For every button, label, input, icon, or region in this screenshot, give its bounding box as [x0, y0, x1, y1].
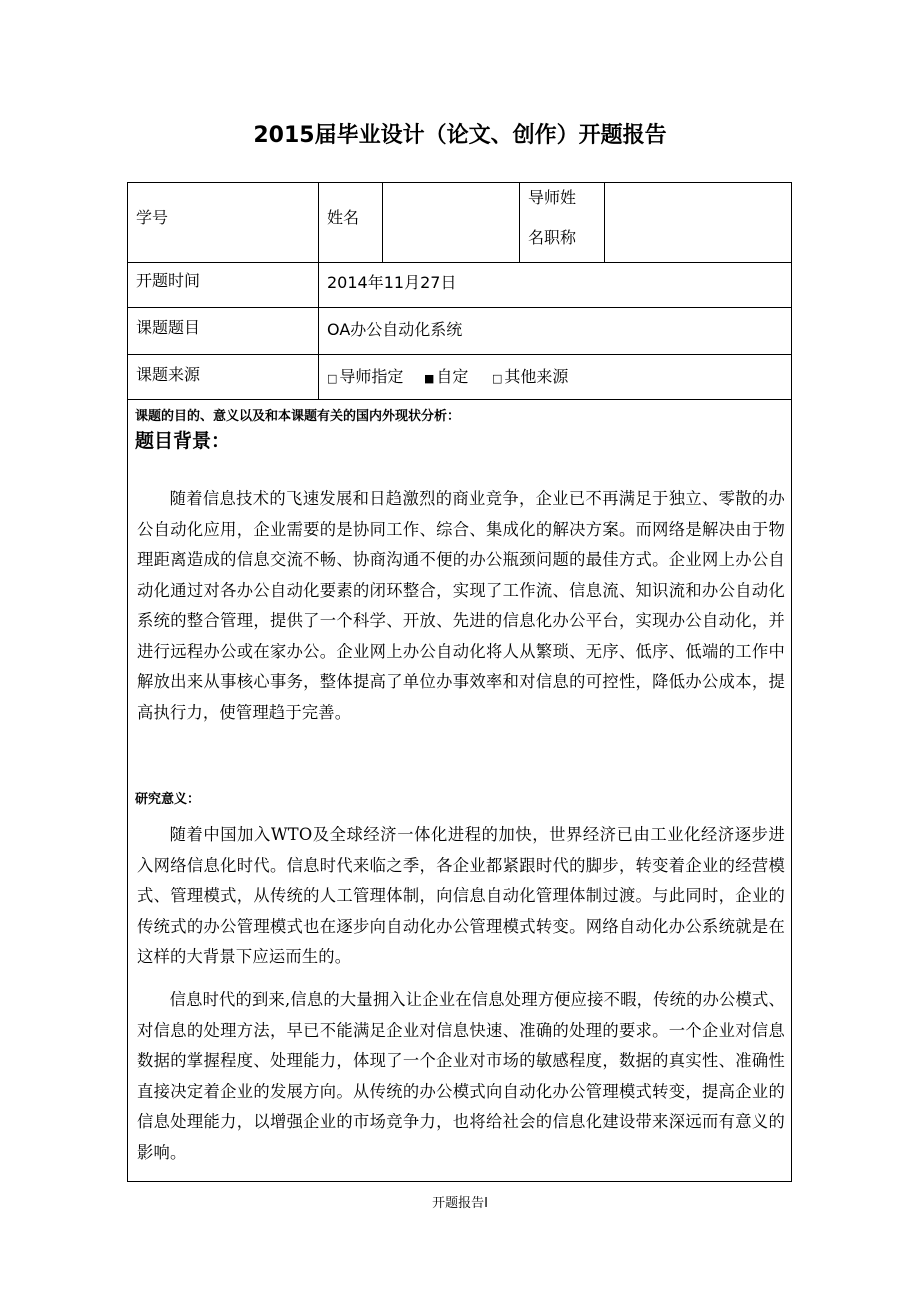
advisor-label-line2: 名职称	[528, 228, 577, 247]
student-id-label: 学号	[136, 208, 169, 227]
checkbox-empty-icon[interactable]: □	[492, 372, 503, 385]
table-divider	[127, 354, 792, 355]
table-divider	[127, 399, 792, 400]
table-divider	[127, 307, 792, 308]
advisor-label-line1: 导师姓	[528, 188, 577, 207]
source-option-label: 自定	[436, 367, 469, 386]
name-label: 姓名	[327, 208, 360, 227]
document-title: 2015届毕业设计（论文、创作）开题报告	[253, 123, 667, 148]
background-paragraph: 随着信息技术的飞速发展和日趋激烈的商业竞争，企业已不再满足于独立、零散的办公自动化应用，企业需要的是协同工作、综合、集成化的解决方案。而网络是解决由于物理距离造成的信息交流不畅、协商沟通不便的办公瓶颈问题的最佳方式。企业网上办公自动化通过对各办公自动化要素的闭环整合，实现了工作流、信息流、知识流和办公自动化系统的整合管理，提供了一个科学、开放、先进的信息化办公平台，实现办公自动化，并进行远程办公或在家办公。企业网上办公自动化将人从繁琐、无序、低序、低端的工作中解放出来从事核心事务，整体提高了单位办事效率和对信息的可控性，降低办公成本，提高执行力，使管理趋于完善。	[137, 489, 785, 722]
checkbox-filled-icon[interactable]: ■	[424, 372, 435, 385]
source-option-other[interactable]	[492, 364, 568, 387]
date-label: 开题时间	[136, 271, 201, 290]
date-value: 2014年11月27日	[327, 273, 457, 292]
table-divider	[604, 182, 605, 262]
significance-heading: 研究意义：	[135, 792, 201, 807]
topic-label: 课题题目	[136, 318, 201, 337]
table-divider	[127, 262, 792, 263]
significance-paragraph: 信息时代的到来,信息的大量拥入让企业在信息处理方便应接不暇，传统的办公模式、对信息的处理方法，早已不能满足企业对信息快速、准确的处理的要求。一个企业对信息数据的掌握程度、处理能力，体现了一个企业对市场的敏感程度，数据的真实性、准确性直接决定着企业的发展方向。从传统的办公模式向自动化办公管理模式转变，提高企业的信息处理能力，以增强企业的市场竞争力，也将给社会的信息化建设带来深远而有意义的影响。	[137, 990, 785, 1162]
analysis-heading: 课题的目的、意义以及和本课题有关的国内外现状分析：	[135, 409, 461, 424]
source-option-label: 导师指定	[339, 367, 404, 386]
checkbox-empty-icon[interactable]: □	[327, 372, 338, 385]
source-option-self[interactable]	[424, 364, 468, 387]
page-footer: 开题报告Ⅰ	[432, 1196, 488, 1211]
source-option-advisor[interactable]	[327, 364, 403, 387]
table-divider	[318, 182, 319, 399]
source-label: 课题来源	[136, 365, 201, 384]
topic-value: OA办公自动化系统	[327, 320, 463, 339]
source-option-label: 其他来源	[504, 367, 569, 386]
table-divider	[519, 182, 520, 262]
significance-paragraph: 随着中国加入WTO及全球经济一体化进程的加快，世界经济已由工业化经济逐步进入网络信息化时代。信息时代来临之季，各企业都紧跟时代的脚步，转变着企业的经营模式、管理模式，从传统的人工管理体制，向信息自动化管理体制过渡。与此同时，企业的传统式的办公管理模式也在逐步向自动化办公管理模式转变。网络自动化办公系统就是在这样的大背景下应运而生的。	[137, 825, 785, 966]
background-heading: 题目背景：	[135, 430, 231, 452]
table-divider	[382, 182, 383, 262]
